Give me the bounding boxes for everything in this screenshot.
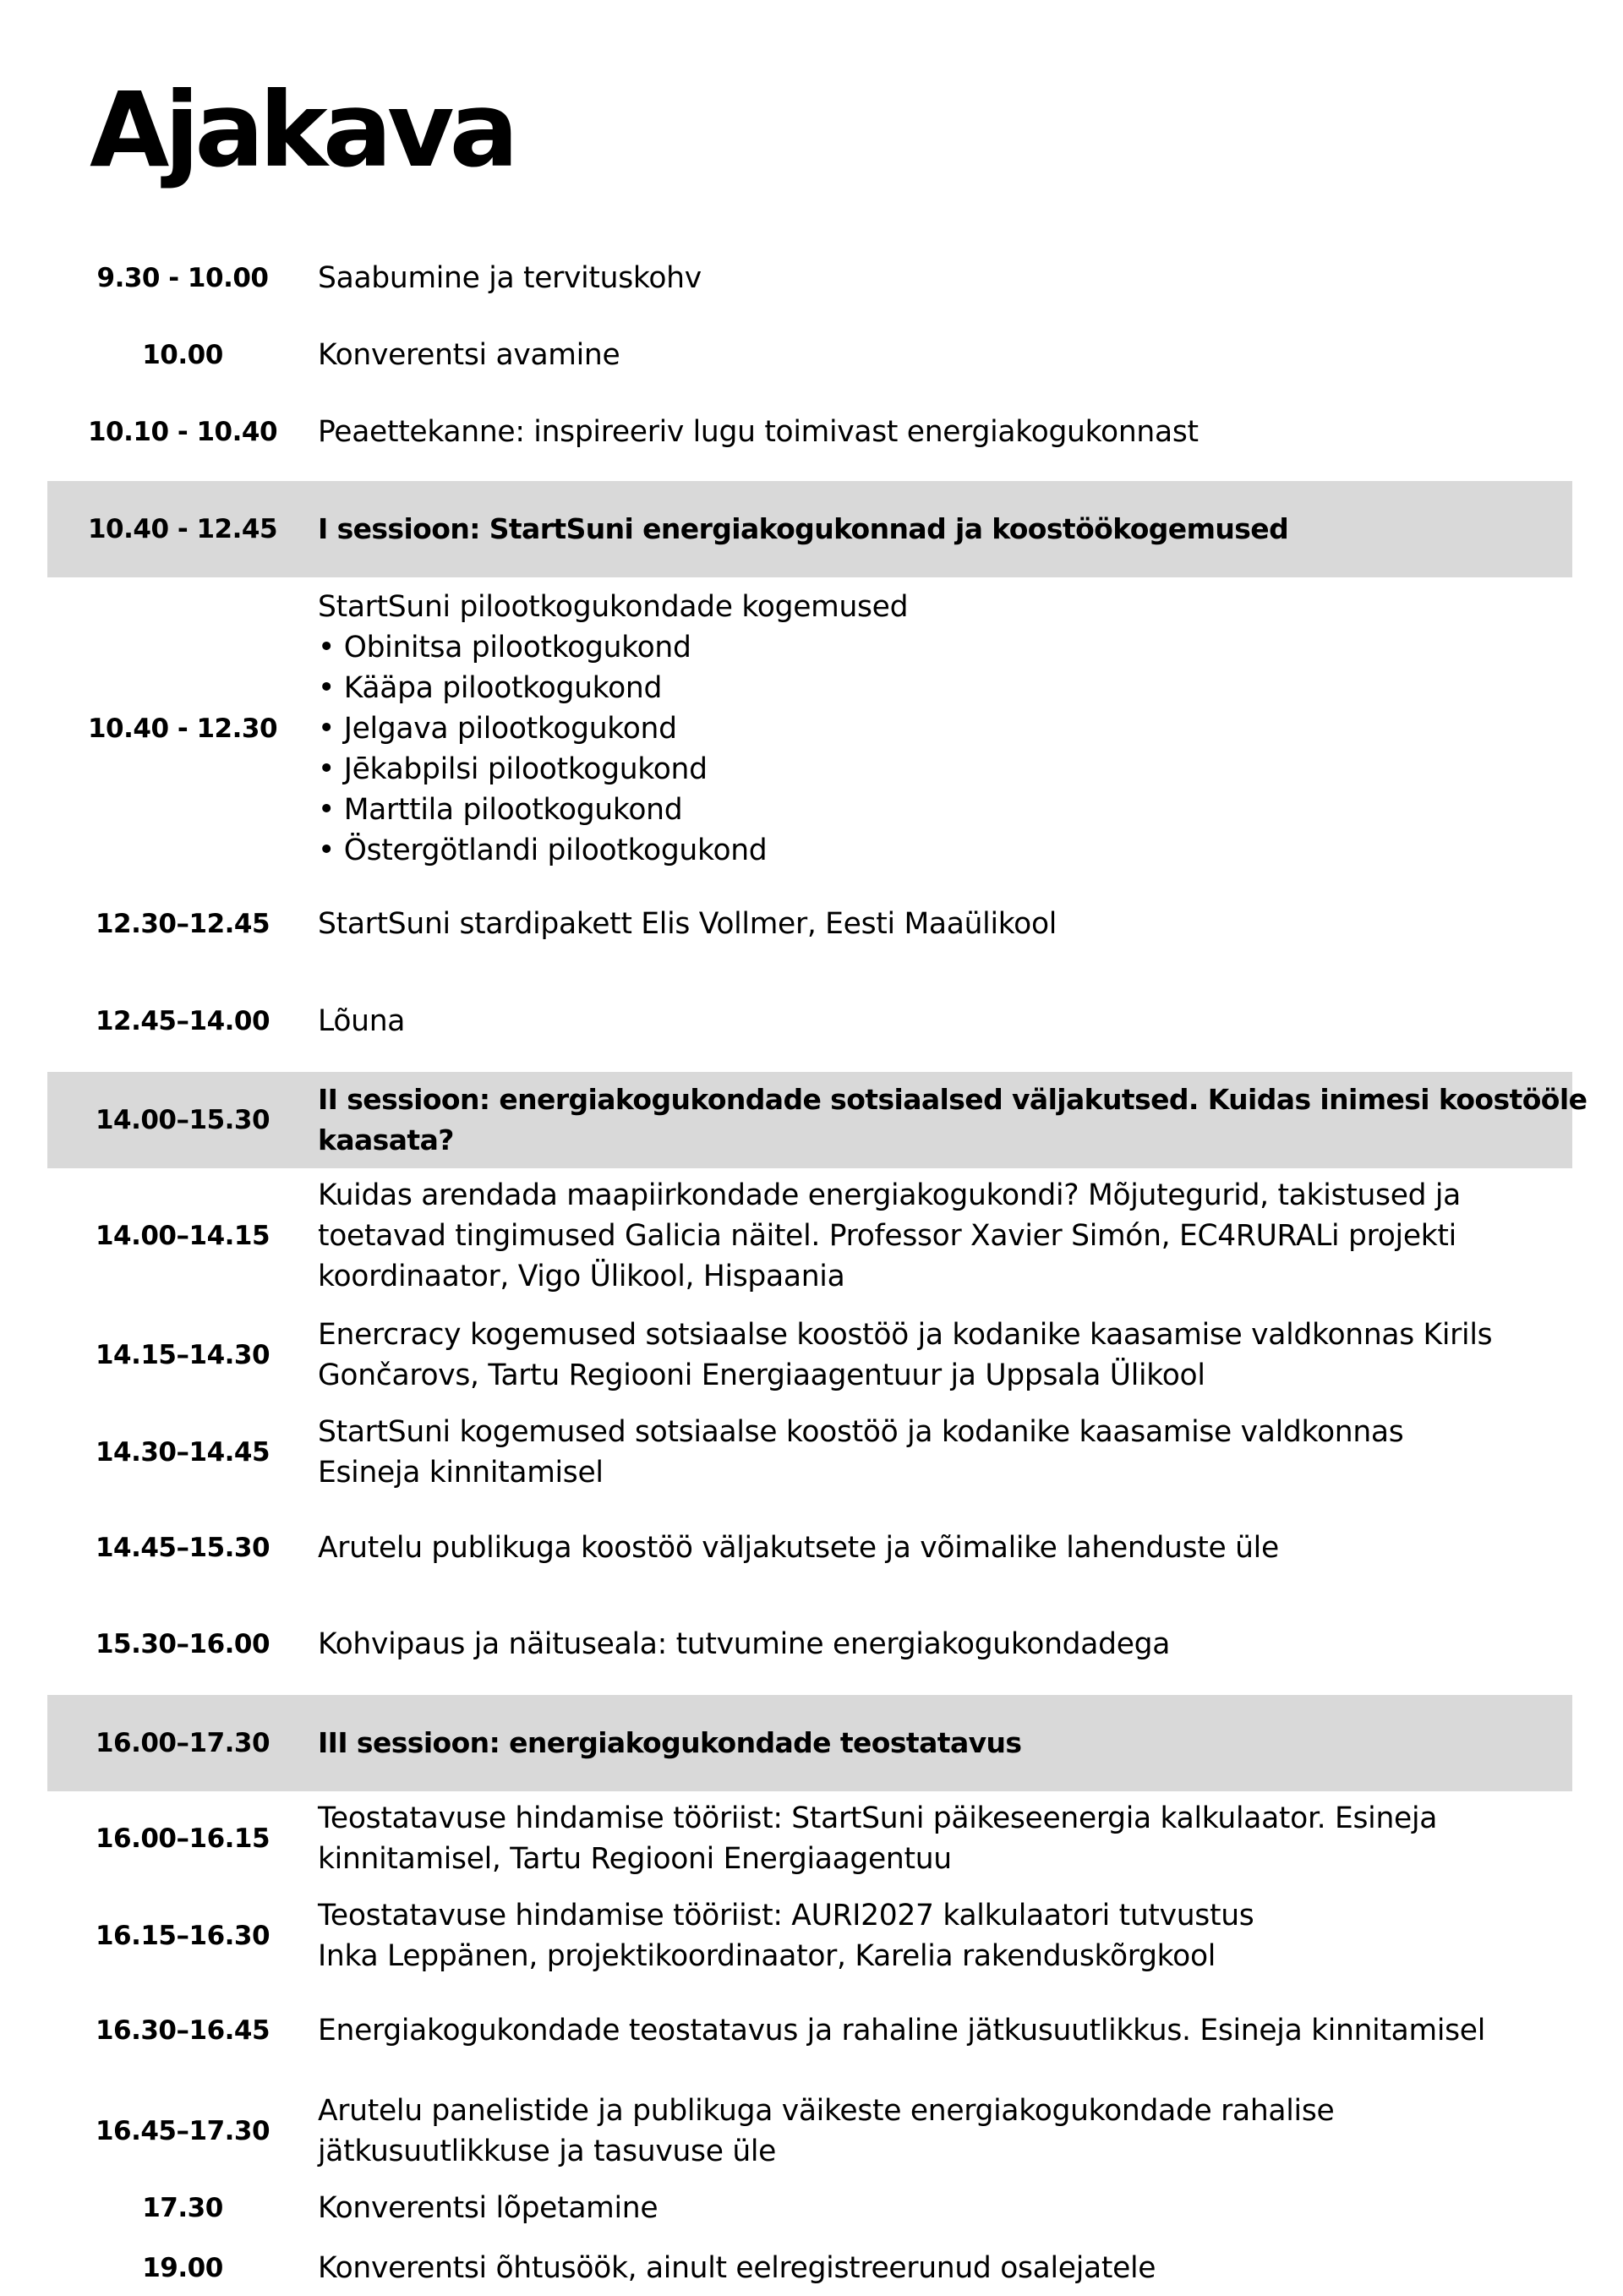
row-line: Teostatavuse hindamise tööriist: StartSuni päikeseenergia kalkulaator. Esineja [318,1801,1438,1835]
schedule-row [47,408,1572,456]
row-description [318,258,1572,298]
schedule-row [47,1524,1572,1572]
row-time: 10.00 [142,340,223,370]
schedule-row [47,2091,1572,2172]
row-time: 12.45–14.00 [95,1006,270,1036]
row-line: Energiakogukondade teostatavus ja rahaline jätkusuutlikkus. Esineja kinnitamisel [318,2014,1485,2047]
row-description [318,1175,1572,1297]
row-line: Konverentsi lõpetamine [318,2191,658,2225]
row-time: 10.40 - 12.45 [87,514,278,544]
session-title [318,1723,1572,1763]
row-description [318,1528,1572,1568]
row-time: 10.10 - 10.40 [87,417,278,447]
session-header-row [47,481,1572,577]
page-title: Ajakava [90,70,514,190]
row-description [318,1412,1572,1493]
row-time: 12.30–12.45 [95,909,270,939]
row-line: Arutelu publikuga koostöö väljakutsete ja võimalike lahenduste üle [318,1531,1279,1565]
row-time: 16.30–16.45 [95,2015,270,2046]
row-line: Teostatavuse hindamise tööriist: AURI2027 kalkulaatori tutvustus [318,1899,1254,1932]
schedule-row [47,2007,1572,2054]
row-description [318,904,1572,944]
row-line: Kuidas arendada maapiirkondade energiakogukondi? Mõjutegurid, takistused ja [318,1178,1462,1212]
schedule-row [47,1175,1572,1297]
row-description [318,2091,1572,2172]
row-description [318,2010,1572,2051]
row-line: Esineja kinnitamisel [318,1456,604,1490]
row-line: StartSuni stardipakett Elis Vollmer, Eesti Maaülikool [318,907,1057,941]
schedule-row [47,2184,1572,2232]
row-line: Peaettekanne: inspireeriv lugu toimivast energiakogukonnast [318,415,1199,449]
row-time: 9.30 - 10.00 [96,263,269,293]
row-time: 14.15–14.30 [95,1340,270,1370]
row-time: 14.00–14.15 [95,1221,270,1251]
row-time: 10.40 - 12.30 [87,713,278,744]
row-line: Enercracy kogemused sotsiaalse koostöö ja kodanike kaasamise valdkonnas Kirils [318,1318,1493,1352]
session-header-row [47,1072,1587,1168]
row-line: II sessioon: energiakogukondade sotsiaalsed väljakutsed. Kuidas inimesi koostööle [318,1083,1587,1116]
row-description [318,1624,1572,1665]
row-description [318,412,1572,452]
row-line: jätkusuutlikkuse ja tasuvuse üle [318,2135,777,2168]
row-line: StartSuni pilootkogukondade kogemused [318,590,909,624]
row-time: 16.15–16.30 [95,1921,270,1951]
session-header-row [47,1695,1572,1791]
row-time: 16.45–17.30 [95,2116,270,2146]
schedule-row [47,1315,1572,1396]
schedule-row [47,1412,1572,1493]
schedule-row [47,1621,1572,1668]
schedule-row [47,587,1572,871]
row-line: I sessioon: StartSuni energiakogukonnad ja koostöökogemused [318,512,1289,545]
schedule-row [47,1798,1572,1879]
row-time: 14.45–15.30 [95,1533,270,1563]
bullet-item: • Östergötlandi pilootkogukond [318,834,768,867]
row-line: Konverentsi avamine [318,338,620,372]
row-time: 14.00–15.30 [95,1105,270,1135]
row-description [318,1315,1572,1396]
bullet-item: • Obinitsa pilootkogukond [318,631,691,664]
schedule-row [47,1895,1572,1976]
row-line: kaasata? [318,1123,454,1156]
row-line: StartSuni kogemused sotsiaalse koostöö ja kodanike kaasamise valdkonnas [318,1415,1404,1449]
row-line: Lõuna [318,1004,406,1038]
row-line: koordinaator, Vigo Ülikool, Hispaania [318,1260,845,1293]
row-description [318,1798,1572,1879]
session-title [318,1080,1600,1161]
row-time: 16.00–16.15 [95,1823,270,1854]
schedule-row [47,331,1572,379]
row-time: 14.30–14.45 [95,1437,270,1468]
schedule-row [47,998,1572,1045]
row-line: Saabumine ja tervituskohv [318,261,702,295]
bullet-item: • Kääpa pilootkogukond [318,671,663,705]
session-title [318,509,1572,549]
row-line: kinnitamisel, Tartu Regiooni Energiaagentuu [318,1842,952,1876]
row-time: 16.00–17.30 [95,1728,270,1758]
row-line: Gončarovs, Tartu Regiooni Energiaagentuur ja Uppsala Ülikool [318,1358,1205,1392]
row-line: Arutelu panelistide ja publikuga väikeste energiakogukondade rahalise [318,2094,1335,2128]
row-time: 17.30 [142,2193,223,2223]
row-time: 15.30–16.00 [95,1629,270,1659]
bullet-item: • Jelgava pilootkogukond [318,712,677,746]
row-line: toetavad tingimused Galicia näitel. Professor Xavier Simón, EC4RURALi projekti [318,1219,1456,1253]
row-line: Konverentsi õhtusöök, ainult eelregistreerunud osalejatele [318,2251,1156,2285]
bullet-item: • Marttila pilootkogukond [318,793,683,827]
row-time: 19.00 [142,2253,223,2283]
row-description [318,2188,1572,2228]
row-description [318,587,1572,871]
row-description [318,335,1572,375]
row-line: III sessioon: energiakogukondade teostatavus [318,1726,1022,1759]
schedule-row [47,2244,1572,2292]
row-description [318,1001,1572,1041]
row-line: Inka Leppänen, projektikoordinaator, Karelia rakenduskõrgkool [318,1939,1216,1973]
bullet-item: • Jēkabpilsi pilootkogukond [318,752,708,786]
row-description [318,1895,1572,1976]
schedule-row [47,900,1572,948]
row-line: Kohvipaus ja näituseala: tutvumine energiakogukondadega [318,1627,1171,1661]
schedule-row [47,254,1572,302]
row-description [318,2248,1572,2288]
